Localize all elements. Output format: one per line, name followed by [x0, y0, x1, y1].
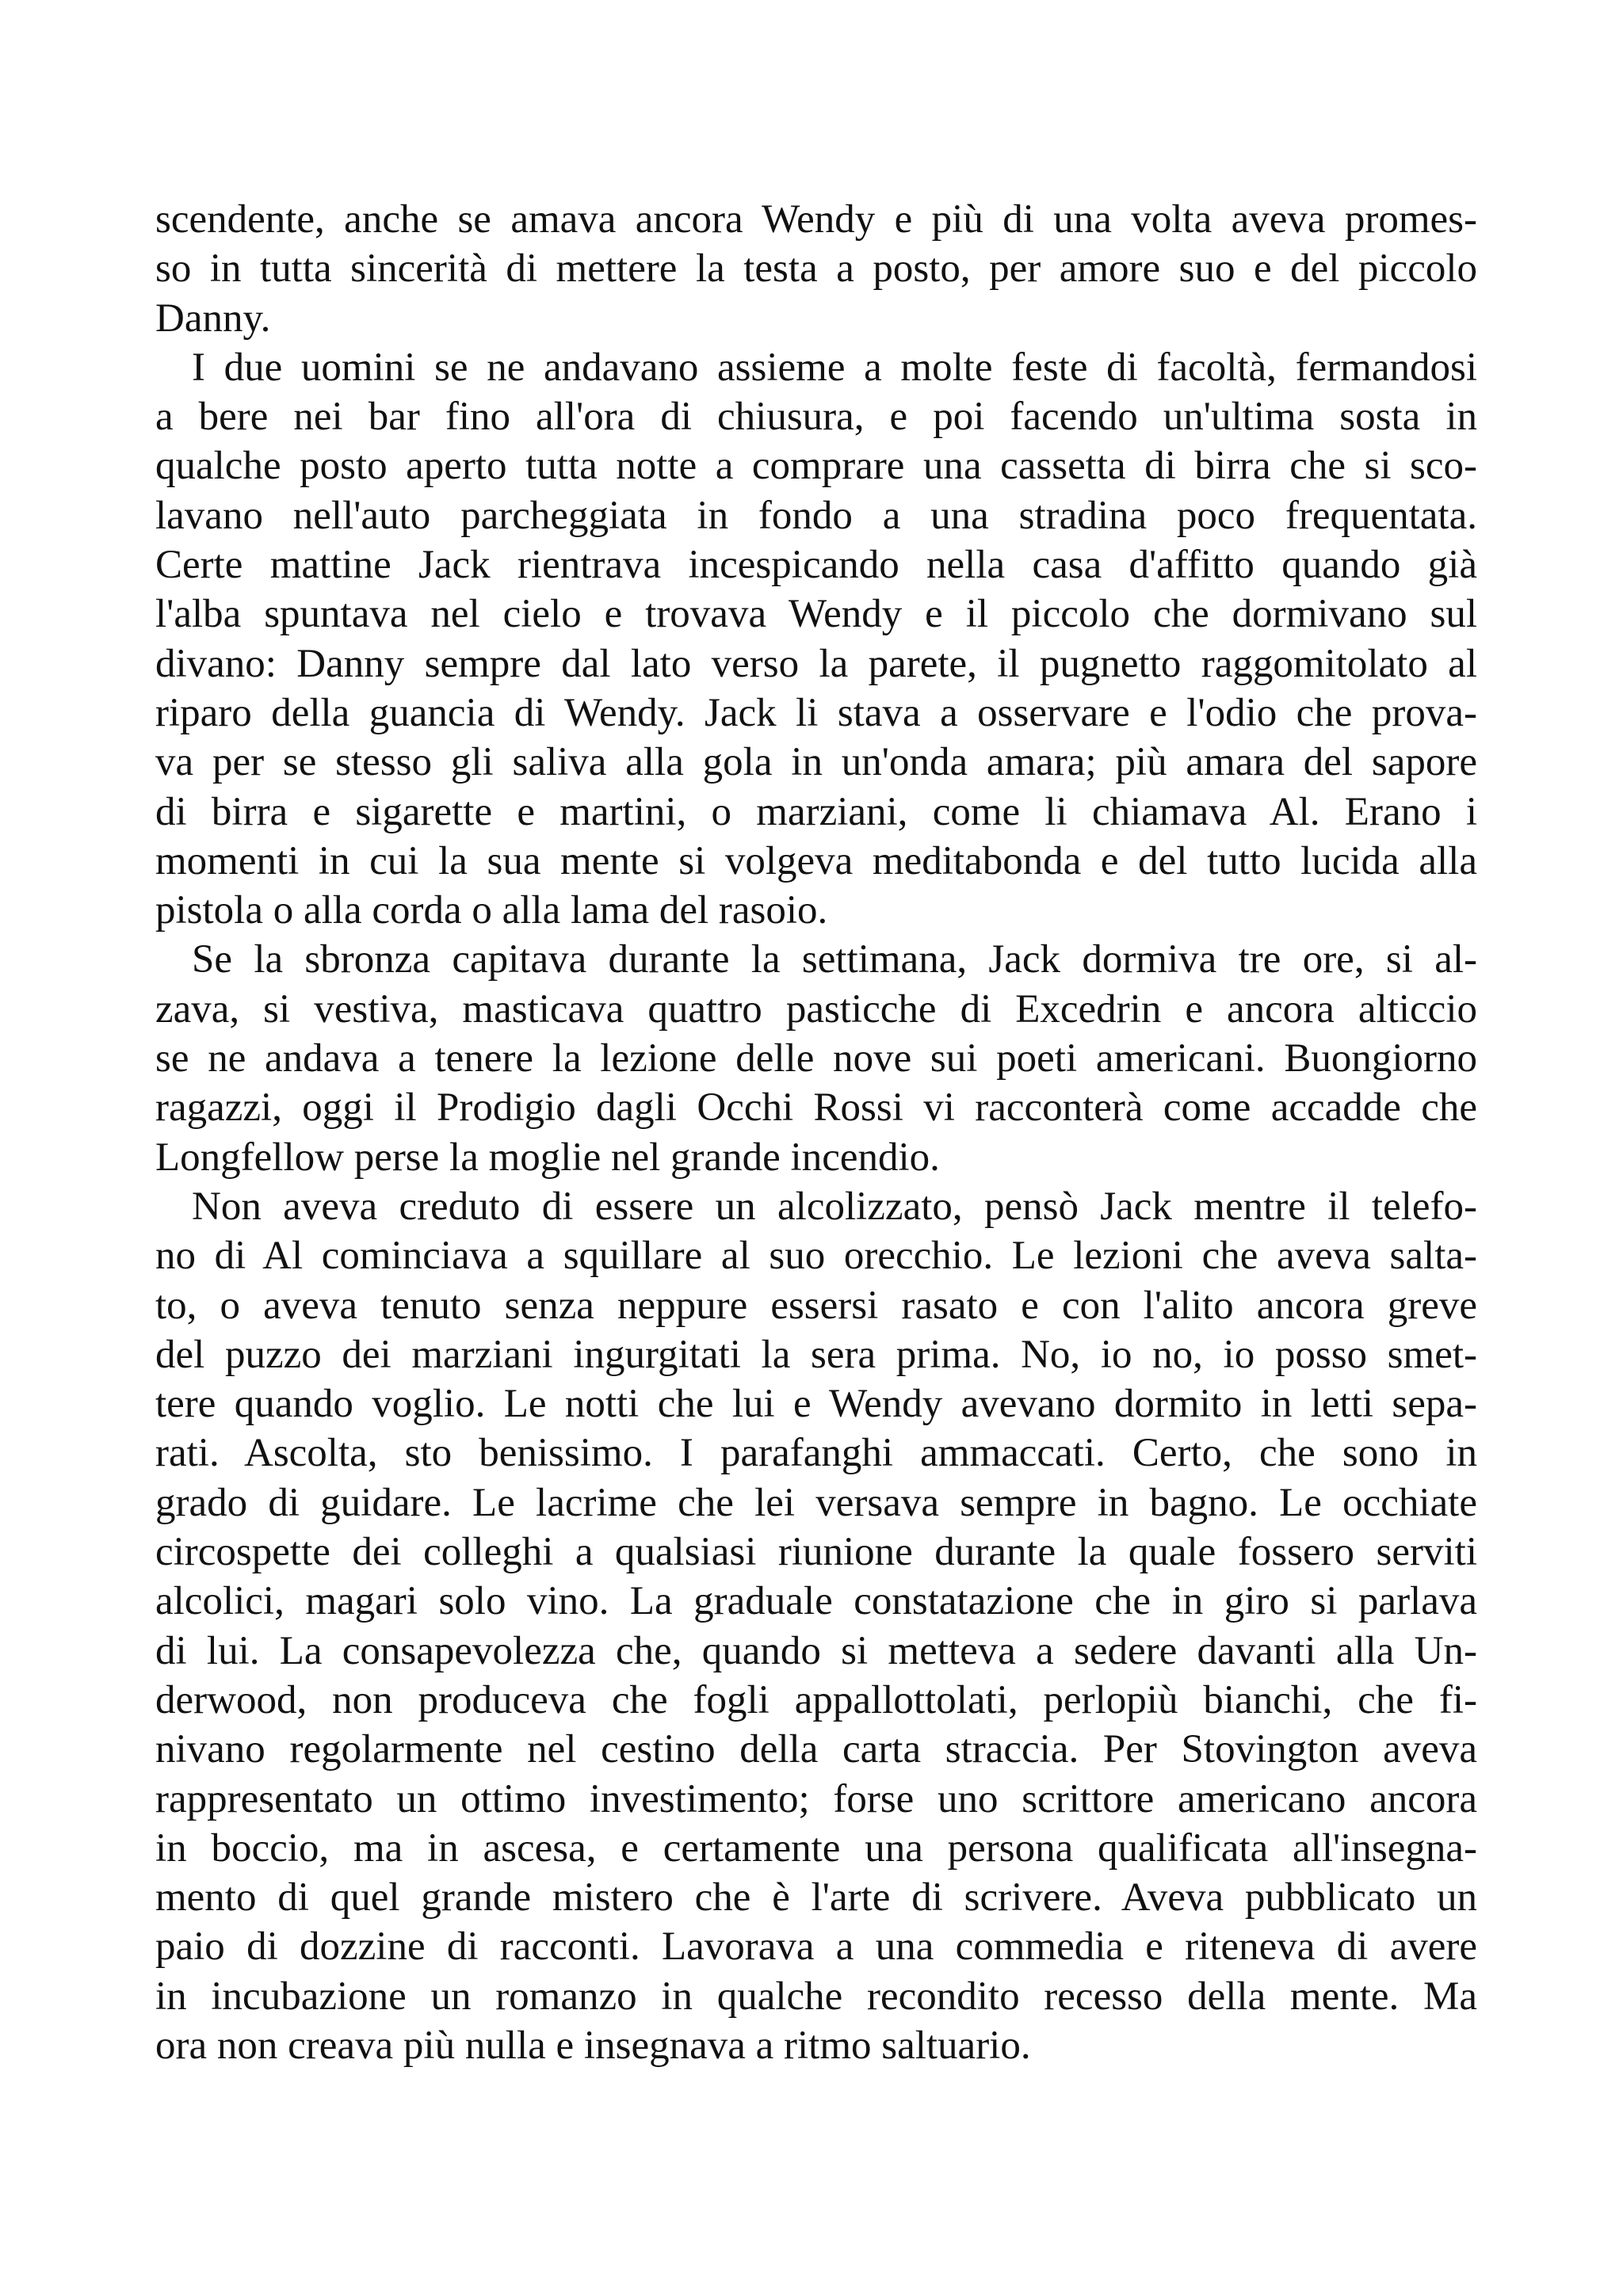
text-line: divano: Danny sempre dal lato verso la parete, il pugnetto raggomitolato al	[155, 641, 1477, 686]
text-line: derwood, non produceva che fogli appallottolati, perlopiù bianchi, che fi-	[155, 1677, 1477, 1722]
text-line: ora non creava più nulla e insegnava a ritmo saltuario.	[155, 2023, 1031, 2068]
paragraph	[155, 1182, 1477, 2070]
text-line: va per se stesso gli saliva alla gola in un'onda amara; più amara del sapore	[155, 740, 1477, 785]
text-line: pistola o alla corda o alla lama del rasoio.	[155, 888, 828, 933]
text-line: grado di guidare. Le lacrime che lei versava sempre in bagno. Le occhiate	[155, 1480, 1477, 1525]
text-line: in boccio, ma in ascesa, e certamente una persona qualificata all'insegna-	[155, 1825, 1477, 1871]
text-line: rati. Ascolta, sto benissimo. I parafanghi ammaccati. Certo, che sono in	[155, 1431, 1477, 1476]
text-line: del puzzo dei marziani ingurgitati la sera prima. No, io no, io posso smet-	[155, 1332, 1477, 1377]
text-line: se ne andava a tenere la lezione delle nove sui poeti americani. Buongiorno	[155, 1036, 1477, 1081]
text-line: tere quando voglio. Le notti che lui e Wendy avevano dormito in letti sepa-	[155, 1382, 1477, 1427]
text-line: Se la sbronza capitava durante la settimana, Jack dormiva tre ore, si al-	[192, 937, 1477, 982]
text-line: mento di quel grande mistero che è l'arte di scrivere. Aveva pubblicato un	[155, 1875, 1477, 1920]
body-text	[155, 195, 1477, 2070]
text-line: riparo della guancia di Wendy. Jack li stava a osservare e l'odio che prova-	[155, 690, 1477, 735]
text-line: Danny.	[155, 296, 271, 341]
text-line: di lui. La consapevolezza che, quando si metteva a sedere davanti alla Un-	[155, 1628, 1477, 1673]
text-line: scendente, anche se amava ancora Wendy e più di una volta aveva promes-	[155, 197, 1477, 242]
text-line: so in tutta sincerità di mettere la testa a posto, per amore suo e del piccolo	[155, 246, 1477, 292]
text-line: momenti in cui la sua mente si volgeva meditabonda e del tutto lucida alla	[155, 838, 1477, 883]
text-line: l'alba spuntava nel cielo e trovava Wendy e il piccolo che dormivano sul	[155, 592, 1477, 637]
text-line: a bere nei bar fino all'ora di chiusura, e poi facendo un'ultima sosta in	[155, 395, 1477, 440]
text-line: lavano nell'auto parcheggiata in fondo a una stradina poco frequentata.	[155, 493, 1477, 538]
paragraph	[155, 935, 1477, 1181]
text-line: I due uomini se ne andavano assieme a molte feste di facoltà, fermandosi	[192, 345, 1477, 390]
text-line: di birra e sigarette e martini, o marziani, come li chiamava Al. Erano i	[155, 789, 1477, 834]
text-line: nivano regolarmente nel cestino della carta straccia. Per Stovington aveva	[155, 1727, 1477, 1772]
text-line: Non aveva creduto di essere un alcolizzato, pensò Jack mentre il telefo-	[192, 1184, 1477, 1229]
text-line: no di Al cominciava a squillare al suo orecchio. Le lezioni che aveva salta-	[155, 1234, 1477, 1279]
text-line: qualche posto aperto tutta notte a comprare una cassetta di birra che si sco-	[155, 444, 1477, 489]
text-line: Certe mattine Jack rientrava incespicando nella casa d'affitto quando già	[155, 543, 1477, 588]
text-line: zava, si vestiva, masticava quattro pasticche di Excedrin e ancora alticcio	[155, 986, 1477, 1032]
text-line: ragazzi, oggi il Prodigio dagli Occhi Rossi vi racconterà come accadde che	[155, 1085, 1477, 1131]
text-line: circospette dei colleghi a qualsiasi riunione durante la quale fossero serviti	[155, 1530, 1477, 1575]
text-line: rappresentato un ottimo investimento; forse uno scrittore americano ancora	[155, 1776, 1477, 1821]
text-line: in incubazione un romanzo in qualche recondito recesso della mente. Ma	[155, 1974, 1477, 2019]
text-line: to, o aveva tenuto senza neppure essersi rasato e con l'alito ancora greve	[155, 1283, 1477, 1328]
paragraph	[155, 195, 1477, 343]
paragraph	[155, 343, 1477, 936]
text-line: Longfellow perse la moglie nel grande incendio.	[155, 1135, 940, 1180]
text-line: alcolici, magari solo vino. La graduale constatazione che in giro si parlava	[155, 1579, 1477, 1624]
text-line: paio di dozzine di racconti. Lavorava a una commedia e riteneva di avere	[155, 1924, 1477, 1970]
